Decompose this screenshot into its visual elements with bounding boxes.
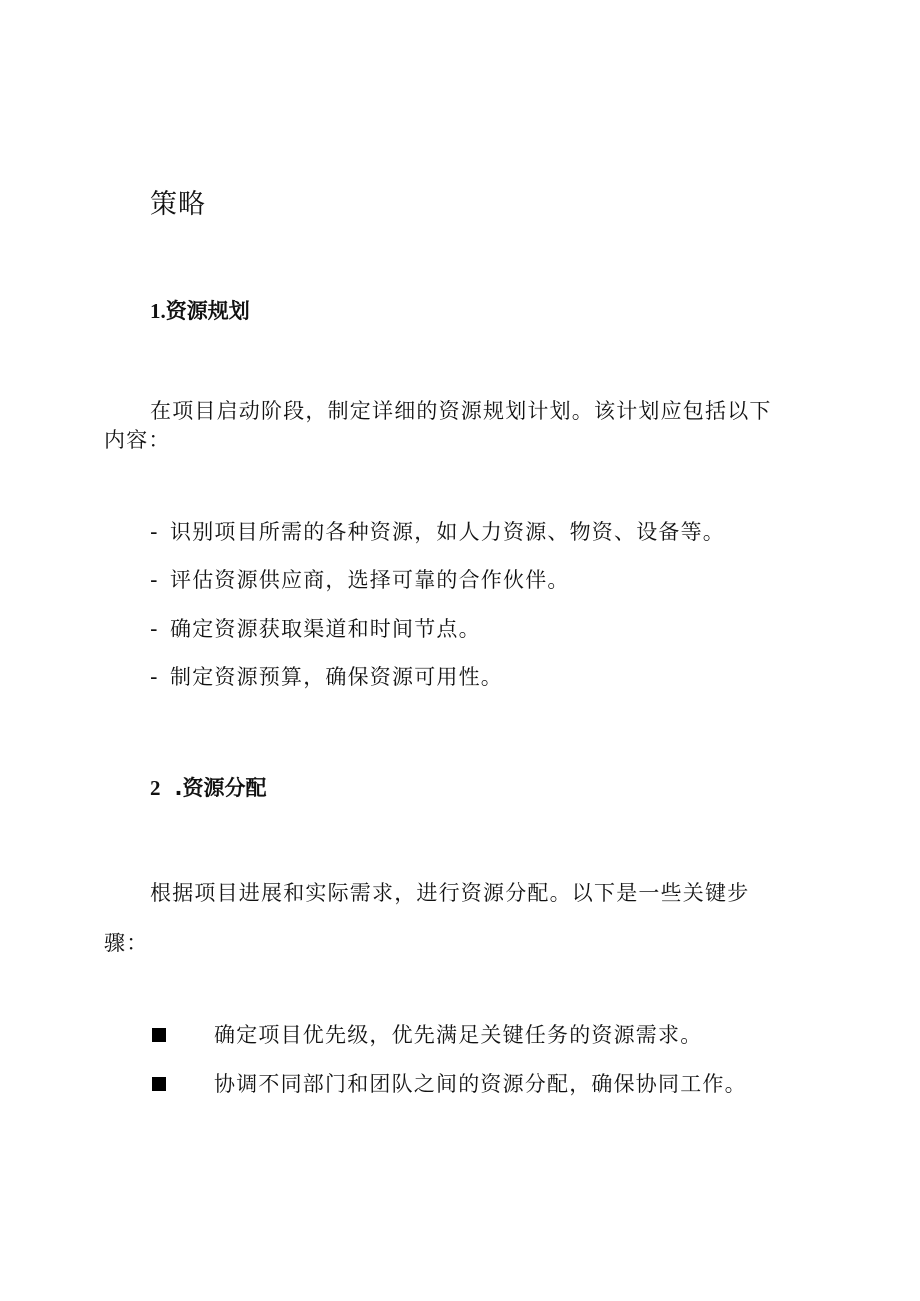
section-intro-line-continued: 骤： [104,931,149,955]
section-intro-line: 根据项目进展和实际需求，进行资源分配。以下是一些关键步 [150,881,750,905]
section-heading-resource-allocation [150,772,266,802]
list-item [150,613,481,643]
document-title: 策略 [150,189,206,220]
section-heading-text: .资源分配 [174,776,267,800]
list-item-text: 确定资源获取渠道和时间节点。 [170,617,481,641]
list-item-text: 评估资源供应商，选择可靠的合作伙伴。 [170,568,570,592]
dash-marker: - [150,617,159,641]
section-number: 1. [150,299,166,323]
section-intro-line: 在项目启动阶段，制定详细的资源规划计划。该计划应包括以下 [150,399,772,423]
list-item [150,516,725,546]
section-heading-text: 资源规划 [165,299,250,323]
list-item-text: 协调不同部门和团队之间的资源分配，确保协同工作。 [214,1072,747,1096]
dash-marker: - [150,568,159,592]
dash-marker: - [150,665,159,689]
square-bullet-icon [152,1028,166,1042]
section-heading-resource-planning [150,295,250,325]
list-item-text: 制定资源预算，确保资源可用性。 [170,665,503,689]
list-item [150,564,570,594]
list-item [152,1068,747,1098]
list-item-text: 确定项目优先级，优先满足关键任务的资源需求。 [214,1023,703,1047]
section-intro-line-continued: 内容： [104,428,171,452]
section-number: 2 [150,776,161,800]
square-bullet-icon [152,1077,166,1091]
dash-marker: - [150,520,159,544]
list-item [152,1019,702,1049]
list-item [150,661,503,691]
list-item-text: 识别项目所需的各种资源，如人力资源、物资、设备等。 [170,520,725,544]
